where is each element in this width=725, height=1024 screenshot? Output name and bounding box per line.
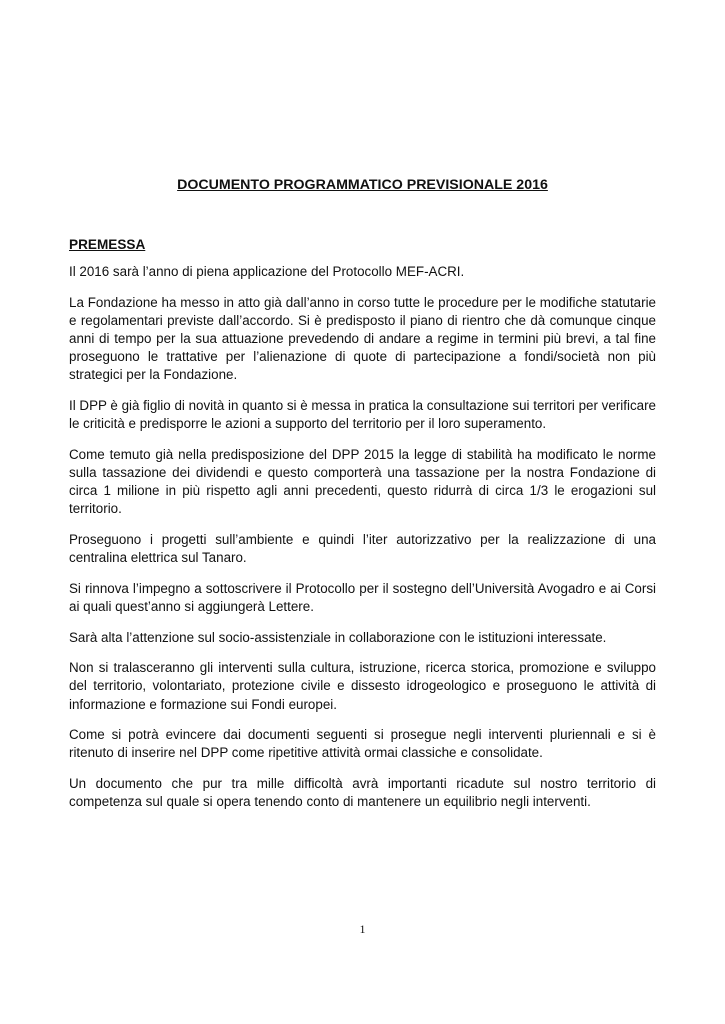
- paragraph: Il 2016 sarà l’anno di piena applicazione del Protocollo MEF-ACRI.: [69, 264, 465, 279]
- paragraph: Si rinnova l’impegno a sottoscrivere il Protocollo per il sostegno dell’Università Avogadro e ai Corsi ai quali quest’anno si aggiungerà Lettere.: [69, 580, 656, 614]
- paragraph: Non si tralasceranno gli interventi sulla cultura, istruzione, ricerca storica, promozione e sviluppo del territorio, volontariato, protezione civile e dissesto idrogeologico e proseguono le attività di informazione e formazione sui Fondi europei.: [69, 660, 656, 712]
- paragraph: Come si potrà evincere dai documenti seguenti si prosegue negli interventi pluriennali e si è ritenuto di inserire nel DPP come ripetitive attività ormai classiche e consolidate.: [69, 727, 656, 761]
- paragraph: Sarà alta l’attenzione sul socio-assistenziale in collaborazione con le istituzioni interessate.: [69, 629, 607, 645]
- paragraph: Proseguono i progetti sull’ambiente e quindi l’iter autorizzativo per la realizzazione di una centralina elettrica sul Tanaro.: [69, 532, 656, 566]
- document-body: [69, 236, 656, 824]
- paragraph: Il DPP è già figlio di novità in quanto si è messa in pratica la consultazione sui territori per verificare le criticità e predisporre le azioni a supporto del territorio per il loro superamento.: [69, 398, 656, 432]
- paragraph: Come temuto già nella predisposizione del DPP 2015 la legge di stabilità ha modificato le norme sulla tassazione dei dividendi e questo comporterà una tassazione per la nostra Fondazione di circa 1 milione in più rispetto agli anni precedenti, questo ridurrà di circa 1/3 le erogazioni sul territorio.: [69, 446, 656, 517]
- paragraph: La Fondazione ha messo in atto già dall’anno in corso tutte le procedure per le modifiche statutarie e regolamentari previste dall’accordo. Si è predisposto il piano di rientro che dà comunque cinque anni di tempo per la sua attuazione prevedendo di andare a regime in termini più brevi, a tal fine proseguono le trattative per l’alienazione di quote di partecipazione a fondi/società non più strategici per la Fondazione.: [69, 294, 656, 383]
- page-number: 1: [359, 922, 366, 936]
- section-heading-premessa: PREMESSA: [69, 237, 146, 252]
- document-title: DOCUMENTO PROGRAMMATICO PREVISIONALE 2016: [177, 177, 548, 193]
- paragraph: Un documento che pur tra mille difficoltà avrà importanti ricadute sul nostro territorio di competenza sul quale si opera tenendo conto di mantenere un equilibrio negli interventi.: [69, 775, 656, 810]
